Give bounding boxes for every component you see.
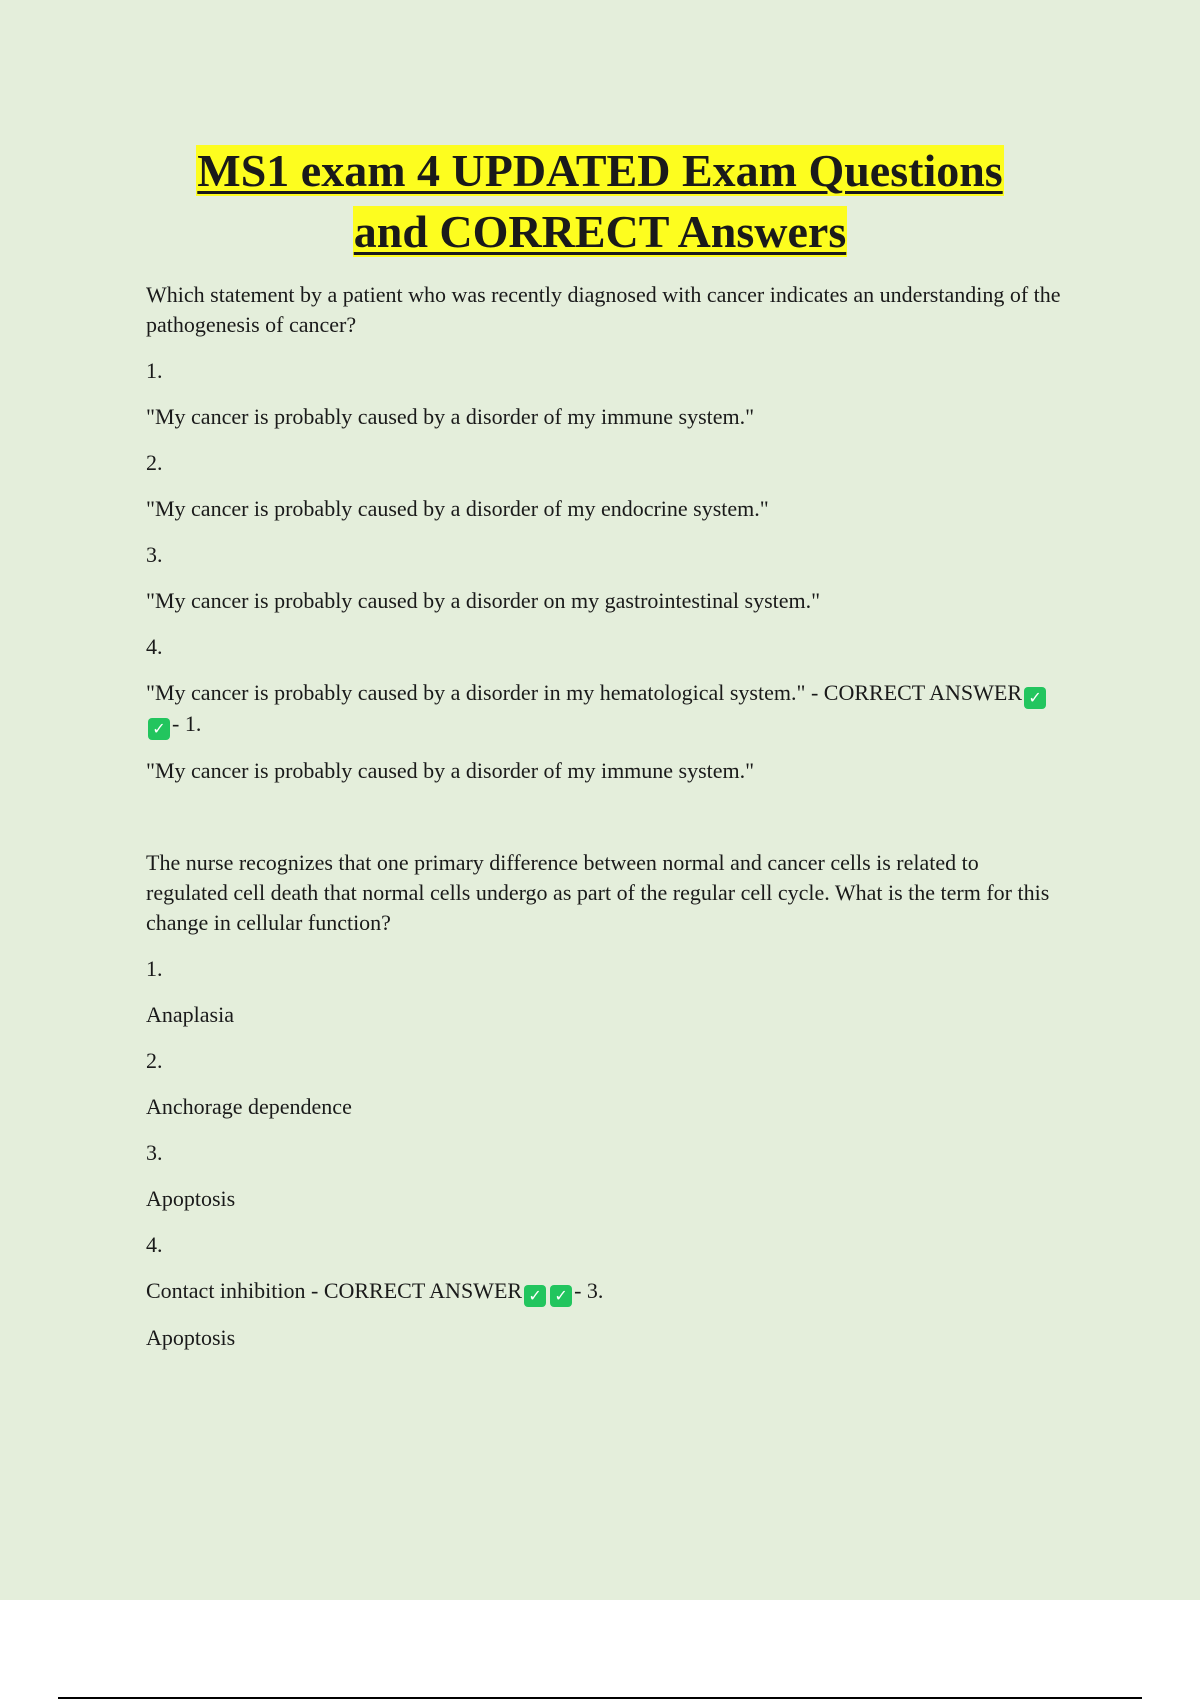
- title-line-1: MS1 exam 4 UPDATED Exam Questions: [197, 145, 1003, 196]
- question-text: Which statement by a patient who was recently diagnosed with cancer indicates an understanding of the pathogenesis of cancer?: [146, 282, 1061, 337]
- document-title: [0, 140, 1200, 262]
- check-mark-icon: ✓: [550, 1285, 572, 1307]
- check-mark-icon: ✓: [1024, 687, 1046, 709]
- option-number: 4.: [146, 1232, 163, 1257]
- option-text: "My cancer is probably caused by a disorder of my immune system.": [146, 404, 755, 429]
- answer-suffix: - 1.: [172, 711, 202, 736]
- option-text: "My cancer is probably caused by a disorder in my hematological system." - CORRECT ANSWER: [146, 680, 1023, 705]
- option-number: 2.: [146, 450, 163, 475]
- document-body: [146, 280, 1066, 1369]
- option-text: Contact inhibition - CORRECT ANSWER: [146, 1278, 523, 1303]
- answer-text: "My cancer is probably caused by a disorder of my immune system.": [146, 758, 755, 783]
- question-block-1: [146, 280, 1066, 786]
- footer-divider: [58, 1697, 1142, 1699]
- option-number: 3.: [146, 542, 163, 567]
- correct-answer-line: [146, 678, 1066, 740]
- answer-suffix: - 3.: [574, 1278, 604, 1303]
- check-mark-icon: ✓: [524, 1285, 546, 1307]
- check-mark-icon: ✓: [148, 718, 170, 740]
- option-number: 4.: [146, 634, 163, 659]
- option-number: 3.: [146, 1140, 163, 1165]
- option-text: "My cancer is probably caused by a disorder on my gastrointestinal system.": [146, 588, 821, 613]
- option-number: 1.: [146, 358, 163, 383]
- question-block-2: [146, 848, 1066, 1353]
- option-number: 2.: [146, 1048, 163, 1073]
- option-text: "My cancer is probably caused by a disorder of my endocrine system.": [146, 496, 769, 521]
- option-text: Apoptosis: [146, 1186, 236, 1211]
- option-number: 1.: [146, 956, 163, 981]
- answer-text: Apoptosis: [146, 1325, 236, 1350]
- question-text: The nurse recognizes that one primary difference between normal and cancer cells is related to regulated cell death that normal cells undergo as part of the regular cell cycle. What is the term for this change in cellular function?: [146, 850, 1050, 935]
- title-line-2: and CORRECT Answers: [353, 206, 847, 257]
- correct-answer-line: [146, 1276, 1066, 1307]
- option-text: Anaplasia: [146, 1002, 234, 1027]
- option-text: Anchorage dependence: [146, 1094, 352, 1119]
